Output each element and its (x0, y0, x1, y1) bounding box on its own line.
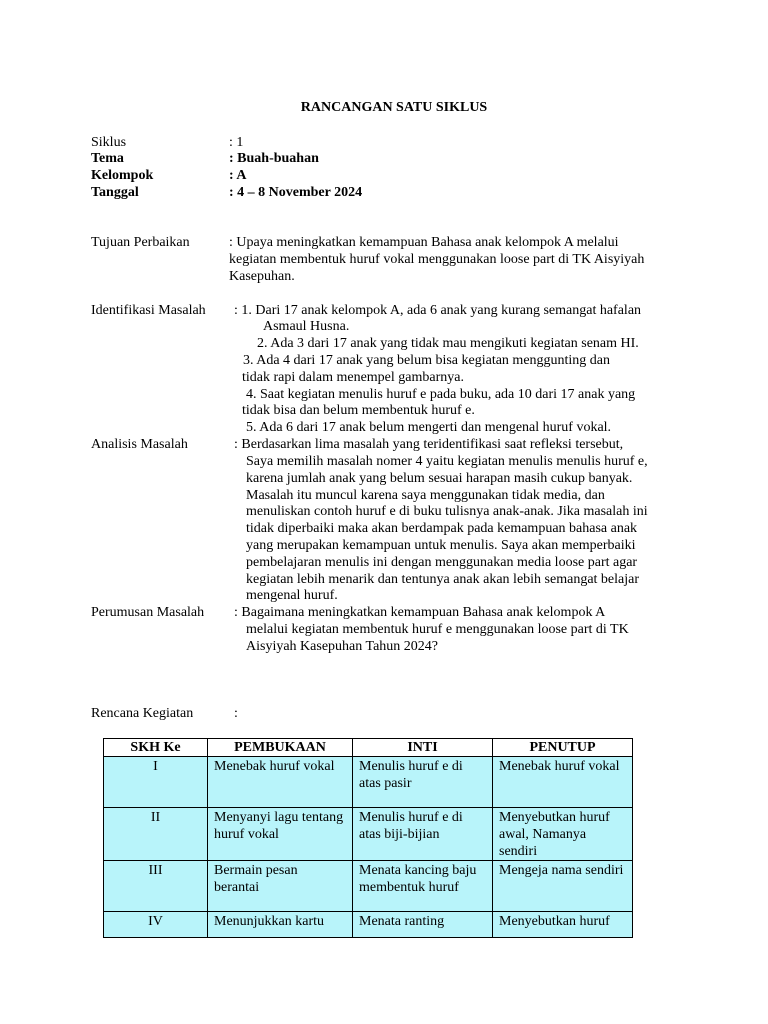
header-penutup: PENUTUP (493, 739, 633, 757)
info-value-siklus: : 1 (229, 135, 244, 150)
cell-inti: Menulis huruf e di atas pasir (353, 757, 493, 808)
perumusan-line: melalui kegiatan membentuk huruf e menggunakan loose part di TK (246, 622, 629, 637)
identifikasi-line: 5. Ada 6 dari 17 anak belum mengerti dan mengenal huruf vokal. (246, 420, 612, 435)
info-label-kelompok: Kelompok (91, 168, 154, 183)
identifikasi-line: 4. Saat kegiatan menulis huruf e pada buku, ada 10 dari 17 anak yang (246, 387, 636, 402)
table-header-row (104, 739, 633, 757)
analisis-line: mengenal huruf. (246, 588, 338, 603)
analisis-label: Analisis Masalah (91, 437, 188, 452)
tujuan-line: kegiatan membentuk huruf vokal menggunakan loose part di TK Aisyiyah (229, 252, 645, 267)
info-label-tanggal: Tanggal (91, 185, 139, 200)
identifikasi-label: Identifikasi Masalah (91, 303, 206, 318)
cell-skh: I (104, 757, 208, 808)
identifikasi-line: tidak bisa dan belum membentuk huruf e. (242, 403, 475, 418)
analisis-line: Saya memilih masalah nomer 4 yaitu kegiatan menulis menulis huruf e, (246, 454, 648, 469)
cell-penutup: Mengeja nama sendiri (493, 861, 633, 912)
analisis-line: Masalah itu muncul karena saya menggunakan tidak media, dan (246, 488, 605, 503)
table-row (104, 808, 633, 861)
tujuan-line: Kasepuhan. (229, 269, 295, 284)
identifikasi-line: : 1. Dari 17 anak kelompok A, ada 6 anak yang kurang semangat hafalan (234, 303, 642, 318)
header-inti: INTI (353, 739, 493, 757)
info-label-siklus: Siklus (91, 135, 127, 150)
header-pembukaan: PEMBUKAAN (208, 739, 353, 757)
analisis-line: : Berdasarkan lima masalah yang teridentifikasi saat refleksi tersebut, (234, 437, 624, 452)
cell-inti: Menulis huruf e di atas biji-bijian (353, 808, 493, 861)
cell-inti: Menata ranting (353, 912, 493, 938)
perumusan-line: Aisyiyah Kasepuhan Tahun 2024? (246, 639, 439, 654)
info-label-tema: Tema (91, 151, 124, 166)
cell-pembukaan: Menebak huruf vokal (208, 757, 353, 808)
cell-pembukaan: Menyanyi lagu tentang huruf vokal (208, 808, 353, 861)
identifikasi-line: 3. Ada 4 dari 17 anak yang belum bisa kegiatan menggunting dan (243, 353, 611, 368)
table-row (104, 861, 633, 912)
activity-plan-table (103, 738, 633, 938)
rencana-label: Rencana Kegiatan (91, 706, 194, 721)
tujuan-label: Tujuan Perbaikan (91, 235, 190, 250)
analisis-line: pembelajaran menulis ini dengan menggunakan media loose part agar (246, 555, 638, 570)
cell-penutup: Menyebutkan huruf awal, Namanya sendiri (493, 808, 633, 861)
document-title: RANCANGAN SATU SIKLUS (300, 100, 488, 115)
identifikasi-line: 2. Ada 3 dari 17 anak yang tidak mau mengikuti kegiatan senam HI. (257, 336, 639, 351)
perumusan-line: : Bagaimana meningkatkan kemampuan Bahasa anak kelompok A (234, 605, 606, 620)
cell-penutup: Menyebutkan huruf (493, 912, 633, 938)
cell-skh: II (104, 808, 208, 861)
cell-inti: Menata kancing baju membentuk huruf (353, 861, 493, 912)
analisis-line: karena jumlah anak yang belum sesuai harapan masih cukup banyak. (246, 471, 633, 486)
identifikasi-line: tidak rapi dalam menempel gambarnya. (242, 370, 464, 385)
cell-skh: III (104, 861, 208, 912)
perumusan-label: Perumusan Masalah (91, 605, 205, 620)
analisis-line: kegiatan lebih menarik dan tentunya anak akan lebih semangat belajar (246, 572, 640, 587)
info-value-tanggal: : 4 – 8 November 2024 (229, 185, 363, 200)
analisis-line: yang merupakan kemampuan untuk menulis. Saya akan memperbaiki (246, 538, 636, 553)
rencana-colon: : (234, 706, 238, 721)
analisis-line: tidak diperbaiki maka akan berdampak pada kemampuan bahasa anak (246, 521, 638, 536)
analisis-line: menuliskan contoh huruf e di buku tulisnya anak-anak. Jika masalah ini (246, 504, 648, 519)
table-row (104, 912, 633, 938)
table-row (104, 757, 633, 808)
cell-skh: IV (104, 912, 208, 938)
tujuan-line: : Upaya meningkatkan kemampuan Bahasa anak kelompok A melalui (229, 235, 619, 250)
cell-penutup: Menebak huruf vokal (493, 757, 633, 808)
identifikasi-line: Asmaul Husna. (263, 319, 350, 334)
cell-pembukaan: Menunjukkan kartu (208, 912, 353, 938)
info-value-tema: : Buah-buahan (229, 151, 319, 166)
info-value-kelompok: : A (229, 168, 247, 183)
cell-pembukaan: Bermain pesan berantai (208, 861, 353, 912)
header-skh-ke: SKH Ke (104, 739, 208, 757)
